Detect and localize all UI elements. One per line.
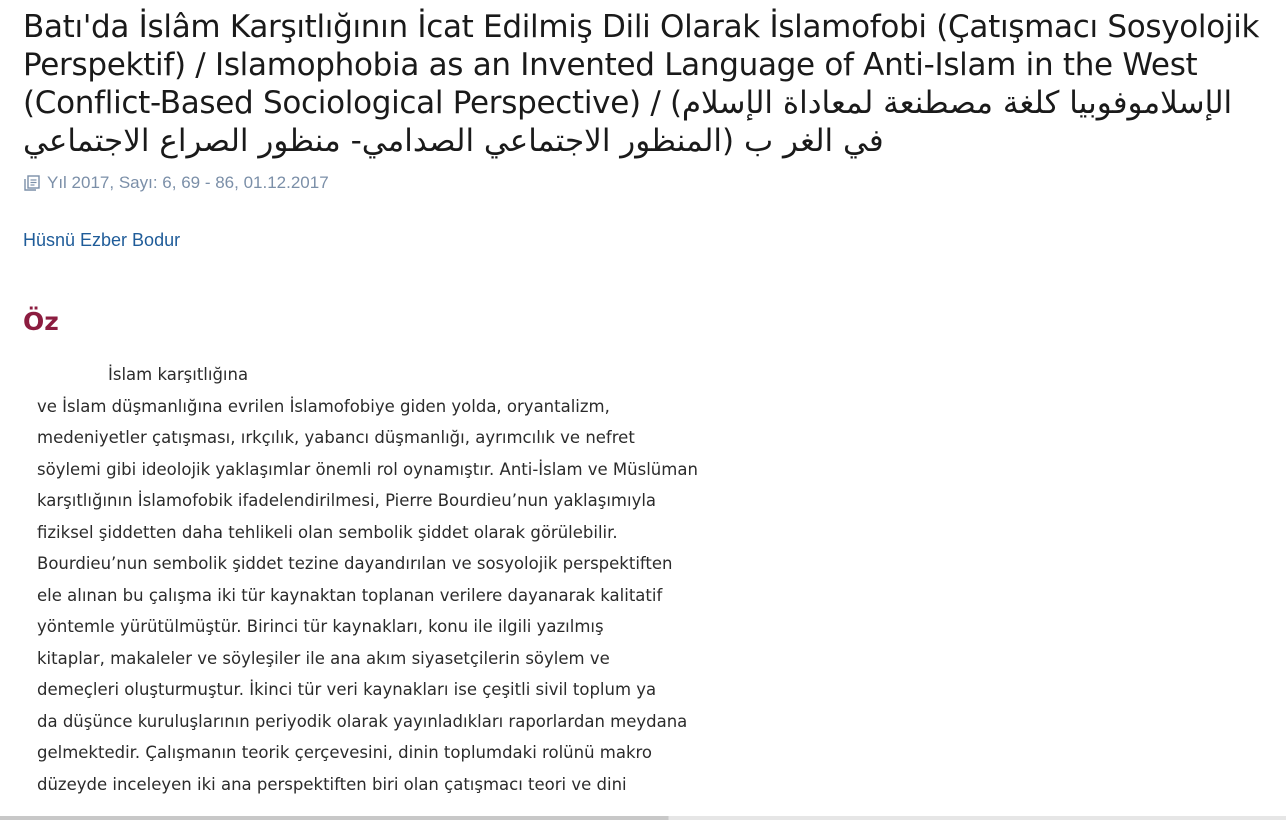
abstract-line: fiziksel şiddetten daha tehlikeli olan sembolik şiddet olarak görülebilir. [37,522,618,542]
abstract-body [23,359,1273,800]
copy-icon [23,174,41,192]
abstract-heading: Öz [23,307,59,336]
abstract-line: İslam karşıtlığına [108,365,249,384]
abstract-line: düzeyde inceleyen iki ana perspektiften biri olan çatışmacı teori ve dini [37,774,627,794]
abstract-line: ele alınan bu çalışma iki tür kaynaktan toplanan verilere dayanarak kalitatif [37,585,663,605]
abstract-line: kitaplar, makaleler ve söyleşiler ile ana akım siyasetçilerin söylem ve [37,648,610,668]
abstract-line: yöntemle yürütülmüştür. Birinci tür kaynakları, konu ile ilgili yazılmış [37,617,604,636]
abstract-line: da düşünce kuruluşlarının periyodik olarak yayınladıkları raporlardan meydana [37,711,688,731]
article-page [23,8,1273,800]
article-meta [23,172,1273,194]
abstract-line: ve İslam düşmanlığına evrilen İslamofobiye giden yolda, oryantalizm, [37,396,610,416]
abstract-line: gelmektedir. Çalışmanın teorik çerçevesini, dinin toplumdaki rolünü makro [37,743,653,762]
abstract-line: söylemi gibi ideolojik yaklaşımlar önemli rol oynamıştır. Anti-İslam ve Müslüman [37,459,698,479]
article-title: Batı'da İslâm Karşıtlığının İcat Edilmiş Dili Olarak İslamofobi (Çatışmacı Sosyolojik Perspektif) / Islamophobia as an Invented Language of Anti-Islam in the West (Conflict-Based Sociological Perspective) / (الإسلاموفوبيا كلغة مصطنعة لمعاداة الإسلام في الغر ب (المنظور الاجتماعي الصدامي- منظور الصراع الاجتماعي [23,9,1260,159]
abstract-line: demeçleri oluşturmuştur. İkinci tür veri kaynakları ise çeşitli sivil toplum ya [37,680,657,699]
abstract-line: Bourdieu’nun sembolik şiddet tezine dayandırılan ve sosyolojik perspektiften [37,554,673,573]
abstract-line: karşıtlığının İslamofobik ifadelendirilmesi, Pierre Bourdieu’nun yaklaşımıyla [37,491,657,510]
abstract-line: medeniyetler çatışması, ırkçılık, yabancı düşmanlığı, ayrımcılık ve nefret [37,428,635,447]
author-link[interactable]: Hüsnü Ezber Bodur [23,230,181,250]
article-meta-text: Yıl 2017, Sayı: 6, 69 - 86, 01.12.2017 [47,173,329,192]
horizontal-scrollbar[interactable] [0,816,1286,820]
